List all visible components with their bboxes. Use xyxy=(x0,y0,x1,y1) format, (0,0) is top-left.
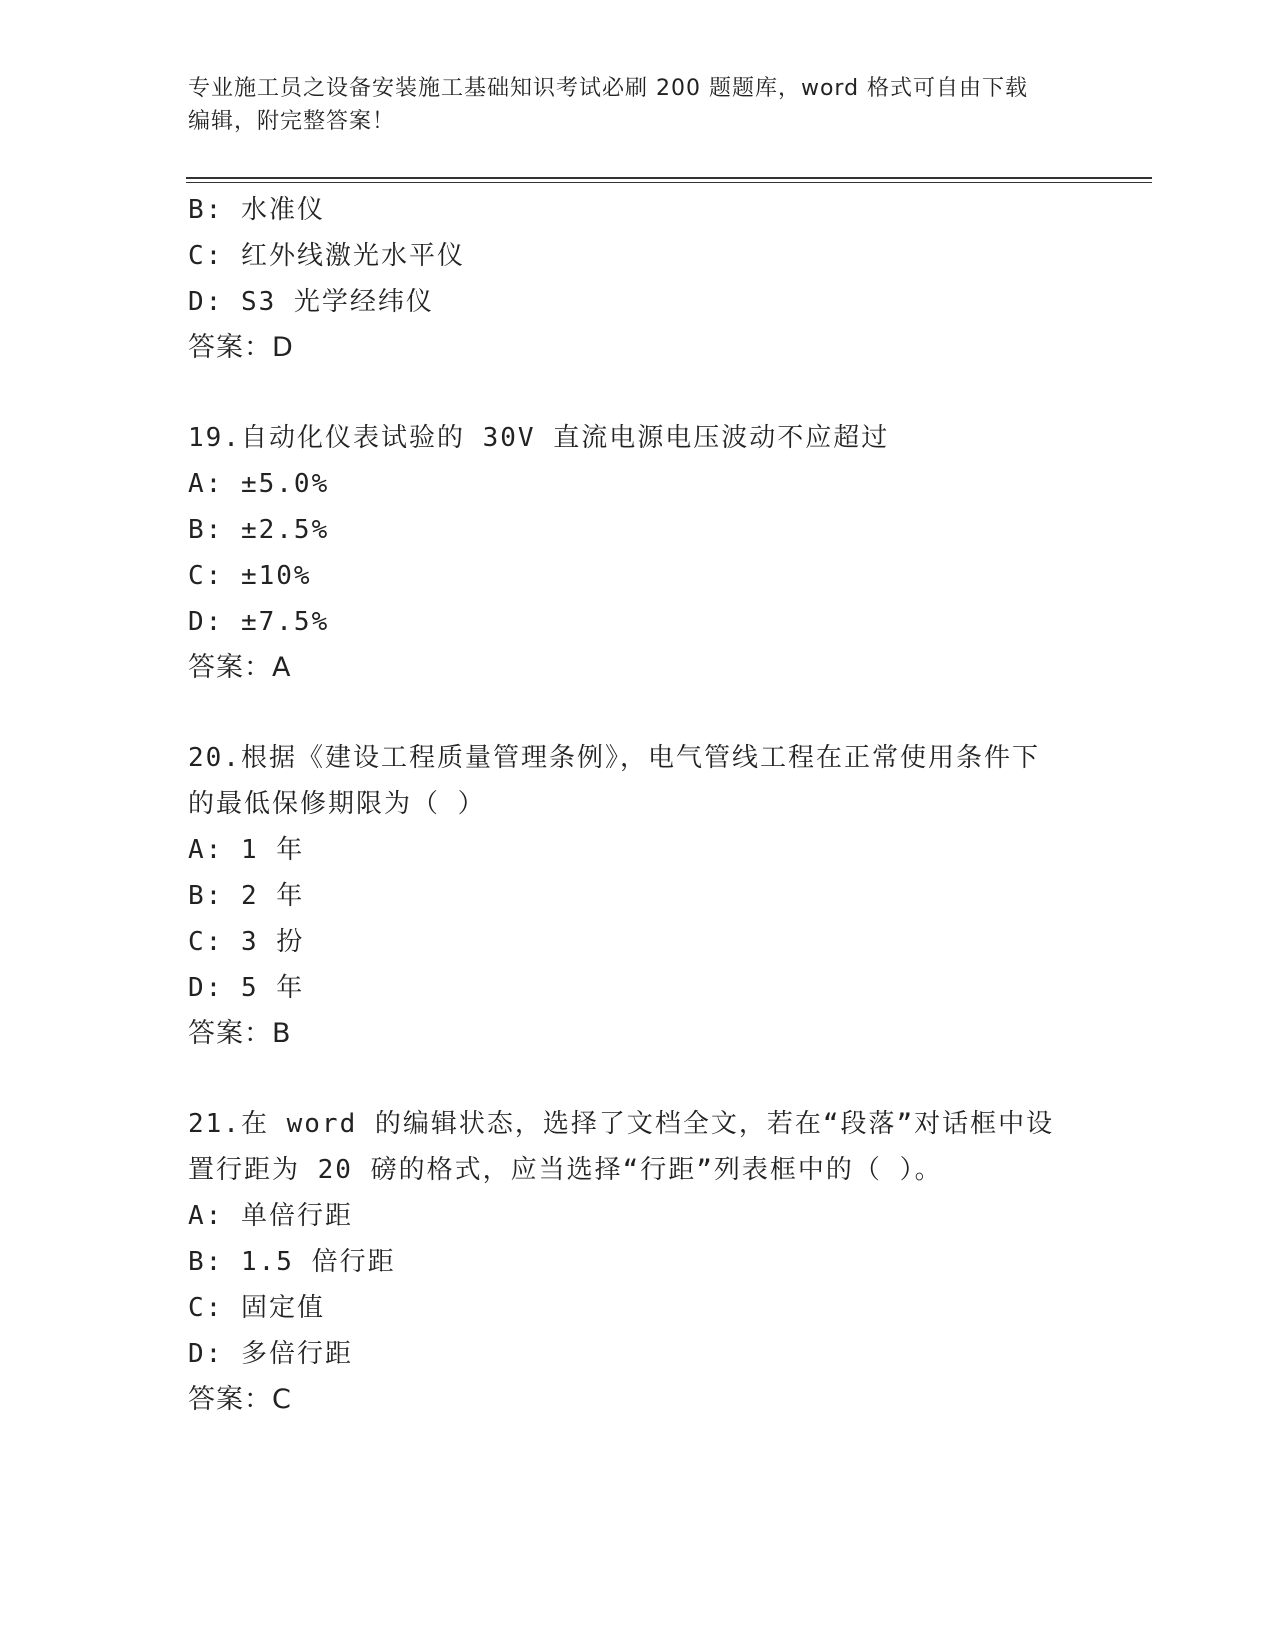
question-20 xyxy=(188,735,1088,1057)
answer-line: 答案：B xyxy=(188,1018,292,1049)
option-a: A: ±5.0% xyxy=(188,469,330,499)
question-21 xyxy=(188,1101,1088,1423)
option-d: D: 多倍行距 xyxy=(188,1339,353,1369)
option-d: D: ±7.5% xyxy=(188,607,330,637)
option-a: A: 1 年 xyxy=(188,835,305,865)
option-b: B: 1.5 倍行距 xyxy=(188,1247,396,1277)
question-text-line-1: 21.在 word 的编辑状态，选择了文档全文，若在“段落”对话框中设 xyxy=(188,1109,1055,1139)
answer-line: 答案：A xyxy=(188,652,292,683)
question-18 xyxy=(188,187,1088,371)
question-19 xyxy=(188,415,1088,691)
option-b: B: ±2.5% xyxy=(188,515,330,545)
header-title-line-2: 编辑，附完整答案！ xyxy=(188,109,396,134)
option-b: B: 水准仪 xyxy=(188,195,325,225)
option-a: A: 单倍行距 xyxy=(188,1201,353,1231)
question-spacer xyxy=(188,691,1088,735)
document-header xyxy=(188,72,1068,138)
option-c: C: ±10% xyxy=(188,561,312,591)
option-b: B: 2 年 xyxy=(188,881,305,911)
header-divider-thick xyxy=(186,177,1152,179)
option-c: C: 固定值 xyxy=(188,1293,325,1323)
header-title-line-1: 专业施工员之设备安装施工基础知识考试必刷 200 题题库，word 格式可自由下载 xyxy=(188,76,1029,101)
answer-line: 答案：C xyxy=(188,1384,292,1415)
option-c: C: 红外线激光水平仪 xyxy=(188,241,465,271)
question-text-line-1: 20.根据《建设工程质量管理条例》，电气管线工程在正常使用条件下 xyxy=(188,743,1040,773)
question-text: 19.自动化仪表试验的 30V 直流电源电压波动不应超过 xyxy=(188,423,890,453)
question-spacer xyxy=(188,1057,1088,1101)
question-spacer xyxy=(188,371,1088,415)
answer-line: 答案：D xyxy=(188,332,294,363)
question-text-line-2: 置行距为 20 磅的格式，应当选择“行距”列表框中的（ ）。 xyxy=(188,1155,943,1185)
option-d: D: S3 光学经纬仪 xyxy=(188,287,434,317)
header-divider-thin xyxy=(186,182,1152,183)
option-d: D: 5 年 xyxy=(188,973,305,1003)
option-c: C: 3 扮 xyxy=(188,927,305,957)
question-text-line-2: 的最低保修期限为（ ） xyxy=(188,789,486,819)
document-body xyxy=(188,187,1088,1423)
